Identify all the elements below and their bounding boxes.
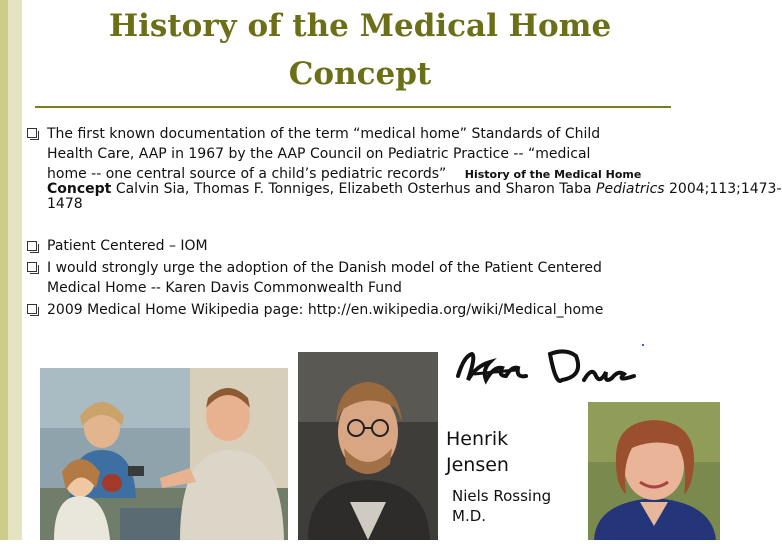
bullet-1-line-1: The first known documentation of the term “medical home” Standards of Child [47, 126, 601, 142]
clinic-family-photo [40, 368, 288, 540]
title-line-2: Concept [288, 56, 432, 92]
reference-journal: Pediatrics [596, 181, 665, 197]
niels-caption-line-1: Niels Rossing [452, 487, 552, 505]
left-decorative-bar [0, 0, 22, 540]
left-bar-stripe [0, 0, 8, 540]
karen-davis-signature [446, 336, 644, 402]
bullet-1-line-2: Health Care, AAP in 1967 by the AAP Council on Pediatric Practice -- “medical [47, 146, 591, 162]
henrik-caption-line-1: Henrik [446, 428, 509, 450]
bullet-1-reference-line-2: 1478 [47, 196, 83, 212]
reference-authors: Calvin Sia, Thomas F. Tonniges, Elizabeth Osterhus and Sharon Taba [111, 181, 597, 197]
karen-davis-portrait-art [588, 402, 720, 540]
henrik-jensen-portrait-art [298, 352, 438, 540]
title-line-1: History of the Medical Home [108, 8, 612, 44]
karen-davis-signature-art [446, 336, 644, 402]
reference-citation: 2004;113;1473- [664, 181, 782, 197]
bullet-marker-3 [27, 262, 37, 272]
reference-title-part-2: Concept [47, 181, 112, 197]
title-underline [35, 106, 671, 108]
bullet-4-text: 2009 Medical Home Wikipedia page: http://en.wikipedia.org/wiki/Medical_home [47, 302, 604, 318]
bullet-1-reference-line [47, 181, 782, 197]
bullet-3-line-2: Medical Home -- Karen Davis Commonwealth Fund [47, 280, 402, 296]
niels-rossing-caption [452, 486, 551, 526]
henrik-jensen-portrait [298, 352, 438, 540]
bullet-1-quote-end: home -- one central source of a child’s pediatric records” [47, 166, 447, 182]
karen-davis-portrait [588, 402, 720, 540]
bullet-marker-1 [27, 128, 37, 138]
henrik-caption-line-2: Jensen [446, 454, 509, 476]
niels-caption-line-2: M.D. [452, 507, 487, 525]
bullet-marker-4 [27, 304, 37, 314]
bullet-marker-2 [27, 241, 37, 251]
henrik-jensen-caption [446, 426, 509, 478]
bullet-3-line-1: I would strongly urge the adoption of the Danish model of the Patient Centered [47, 260, 602, 276]
clinic-family-photo-art [40, 368, 288, 540]
reference-title-part-1: History of the Medical Home [464, 168, 642, 181]
bullet-2-text: Patient Centered – IOM [47, 238, 208, 254]
slide-title [60, 2, 660, 98]
